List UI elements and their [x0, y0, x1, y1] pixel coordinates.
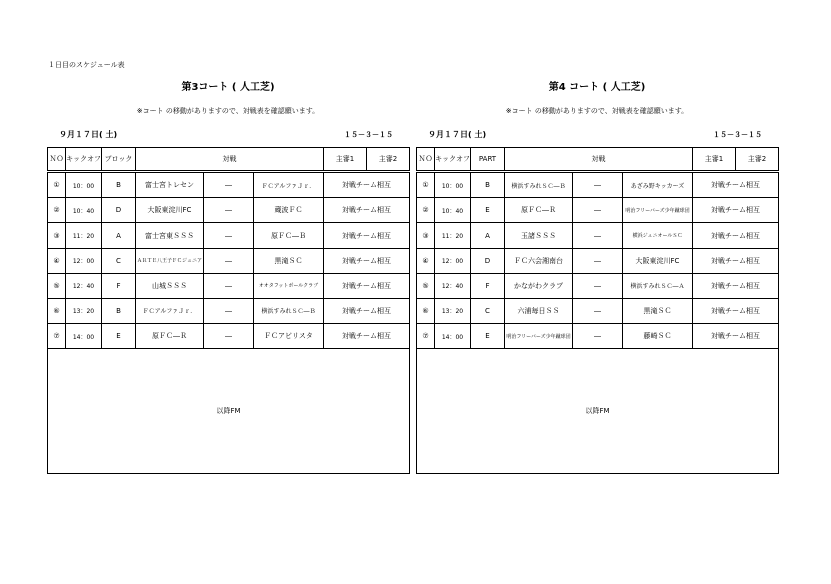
vs-dash: ―	[204, 273, 254, 298]
table-row	[417, 223, 779, 248]
kickoff-time: 13：20	[435, 298, 471, 323]
vs-dash: ―	[573, 248, 623, 273]
table-row	[417, 273, 779, 298]
match-no: ②	[48, 198, 66, 223]
table-row	[417, 324, 779, 349]
header-row	[48, 148, 410, 172]
table-row	[48, 324, 410, 349]
referee: 対戦チーム相互	[324, 248, 410, 273]
match-no: ③	[417, 223, 435, 248]
header-ref2: 主審2	[367, 148, 410, 172]
header-match: 対戦	[136, 148, 324, 172]
referee: 対戦チーム相互	[324, 223, 410, 248]
referee: 対戦チーム相互	[693, 324, 779, 349]
table-row	[417, 172, 779, 198]
away-team: 藤崎ＳＣ	[623, 324, 693, 349]
table-row	[48, 172, 410, 198]
referee: 対戦チーム相互	[693, 223, 779, 248]
table-row	[48, 273, 410, 298]
referee: 対戦チーム相互	[693, 273, 779, 298]
remark-row	[48, 349, 410, 474]
away-team: ＦＣアルファＪｒ．	[254, 172, 324, 198]
match-no: ③	[48, 223, 66, 248]
part: C	[471, 298, 505, 323]
kickoff-time: 14：00	[66, 324, 102, 349]
part: B	[471, 172, 505, 198]
home-team: 富士宮東ＳＳＳ	[136, 223, 204, 248]
vs-dash: ―	[573, 198, 623, 223]
home-team: 玉諸ＳＳＳ	[505, 223, 573, 248]
remark: 以降FM	[48, 349, 410, 474]
header-ref2: 主審2	[736, 148, 779, 172]
home-team: 明治フリーバーズ少年蹴球団	[505, 324, 573, 349]
header-kickoff: キックオフ	[435, 148, 471, 172]
home-team: 六浦毎日ＳＳ	[505, 298, 573, 323]
match-no: ⑥	[417, 298, 435, 323]
away-team: 原ＦＣ―Ｂ	[254, 223, 324, 248]
referee: 対戦チーム相互	[693, 298, 779, 323]
referee: 対戦チーム相互	[324, 198, 410, 223]
vs-dash: ―	[573, 223, 623, 248]
match-no: ④	[48, 248, 66, 273]
home-team: ＦＣ六会湘南台	[505, 248, 573, 273]
table-row	[48, 223, 410, 248]
home-team: 山城ＳＳＳ	[136, 273, 204, 298]
kickoff-time: 12：40	[435, 273, 471, 298]
remark-row	[417, 349, 779, 474]
header-group: ブロック	[102, 148, 136, 172]
remark: 以降FM	[417, 349, 779, 474]
vs-dash: ―	[204, 324, 254, 349]
referee: 対戦チーム相互	[324, 172, 410, 198]
header-part: PART	[471, 148, 505, 172]
away-team: 横浜すみれＳＣ―Ａ	[623, 273, 693, 298]
vs-dash: ―	[573, 273, 623, 298]
home-team: 原ＦＣ―Ｒ	[136, 324, 204, 349]
kickoff-time: 11：20	[66, 223, 102, 248]
home-team: 原ＦＣ―Ｒ	[505, 198, 573, 223]
match-no: ①	[417, 172, 435, 198]
court-title: 第3コート ( 人工芝)	[181, 82, 275, 93]
away-team: 蔵波ＦＣ	[254, 198, 324, 223]
vs-dash: ―	[573, 172, 623, 198]
away-team: 大阪東淀川FC	[623, 248, 693, 273]
referee: 対戦チーム相互	[324, 273, 410, 298]
away-team: あざみ野キッカーズ	[623, 172, 693, 198]
away-team: 黒滝ＳＣ	[254, 248, 324, 273]
block: B	[102, 172, 136, 198]
header-ref1: 主審1	[693, 148, 736, 172]
match-no: ⑤	[48, 273, 66, 298]
kickoff-time: 10：00	[66, 172, 102, 198]
court-date: ９月１７日( 土)	[59, 130, 118, 139]
part: A	[471, 223, 505, 248]
table-row	[48, 298, 410, 323]
table-row	[48, 198, 410, 223]
table-row	[417, 198, 779, 223]
referee: 対戦チーム相互	[324, 324, 410, 349]
court-date: ９月１７日( 土)	[428, 130, 487, 139]
court-note: ※コート の移動がありますので、対戦表を確認願います。	[136, 107, 320, 115]
kickoff-time: 10：40	[66, 198, 102, 223]
match-no: ⑦	[48, 324, 66, 349]
match-no: ⑥	[48, 298, 66, 323]
match-no: ①	[48, 172, 66, 198]
referee: 対戦チーム相互	[693, 198, 779, 223]
court-title: 第4 コート ( 人工芝)	[548, 82, 646, 93]
kickoff-time: 11：20	[435, 223, 471, 248]
schedule-table	[416, 147, 779, 474]
header-row	[417, 148, 779, 172]
kickoff-time: 12：40	[66, 273, 102, 298]
court-code: １５－３－１５	[344, 131, 393, 139]
part: D	[471, 248, 505, 273]
away-team: ＦＣアビリスタ	[254, 324, 324, 349]
home-team: 富士宮トレセン	[136, 172, 204, 198]
away-team: 明治フリーバーズ少年蹴球団	[623, 198, 693, 223]
table-row	[417, 248, 779, 273]
block: C	[102, 248, 136, 273]
kickoff-time: 12：00	[435, 248, 471, 273]
match-no: ⑤	[417, 273, 435, 298]
part: E	[471, 198, 505, 223]
kickoff-time: 10：00	[435, 172, 471, 198]
block: B	[102, 298, 136, 323]
away-team: オオタフットボールクラブ	[254, 273, 324, 298]
header-no: ＮＯ	[417, 148, 435, 172]
schedule-table	[47, 147, 410, 474]
header-ref1: 主審1	[324, 148, 367, 172]
vs-dash: ―	[573, 324, 623, 349]
block: D	[102, 198, 136, 223]
vs-dash: ―	[204, 298, 254, 323]
kickoff-time: 13：20	[66, 298, 102, 323]
home-team: 横浜すみれＳＣ―Ｂ	[505, 172, 573, 198]
part: E	[471, 324, 505, 349]
match-no: ④	[417, 248, 435, 273]
court-note: ※コート の移動がありますので、対戦表を確認願います。	[505, 107, 689, 115]
away-team: 横浜すみれＳＣ―Ｂ	[254, 298, 324, 323]
referee: 対戦チーム相互	[324, 298, 410, 323]
away-team: 横浜ジュニオールＳＣ	[623, 223, 693, 248]
header-match: 対戦	[505, 148, 693, 172]
match-no: ⑦	[417, 324, 435, 349]
kickoff-time: 14：00	[435, 324, 471, 349]
home-team: ＡＲＴＥ八王子ＦＣジュニア	[136, 248, 204, 273]
kickoff-time: 10：40	[435, 198, 471, 223]
part: F	[471, 273, 505, 298]
home-team: ＦＣアルファＪｒ．	[136, 298, 204, 323]
vs-dash: ―	[204, 223, 254, 248]
block: F	[102, 273, 136, 298]
table-row	[417, 298, 779, 323]
court-code: １５－３－１５	[713, 131, 762, 139]
header-no: ＮＯ	[48, 148, 66, 172]
away-team: 黒滝ＳＣ	[623, 298, 693, 323]
vs-dash: ―	[204, 172, 254, 198]
referee: 対戦チーム相互	[693, 172, 779, 198]
page-label: １日目のスケジュール表	[48, 61, 125, 69]
kickoff-time: 12：00	[66, 248, 102, 273]
block: A	[102, 223, 136, 248]
home-team: かながわクラブ	[505, 273, 573, 298]
header-kickoff: キックオフ	[66, 148, 102, 172]
vs-dash: ―	[573, 298, 623, 323]
vs-dash: ―	[204, 198, 254, 223]
referee: 対戦チーム相互	[693, 248, 779, 273]
vs-dash: ―	[204, 248, 254, 273]
block: E	[102, 324, 136, 349]
match-no: ②	[417, 198, 435, 223]
home-team: 大阪東淀川FC	[136, 198, 204, 223]
table-row	[48, 248, 410, 273]
